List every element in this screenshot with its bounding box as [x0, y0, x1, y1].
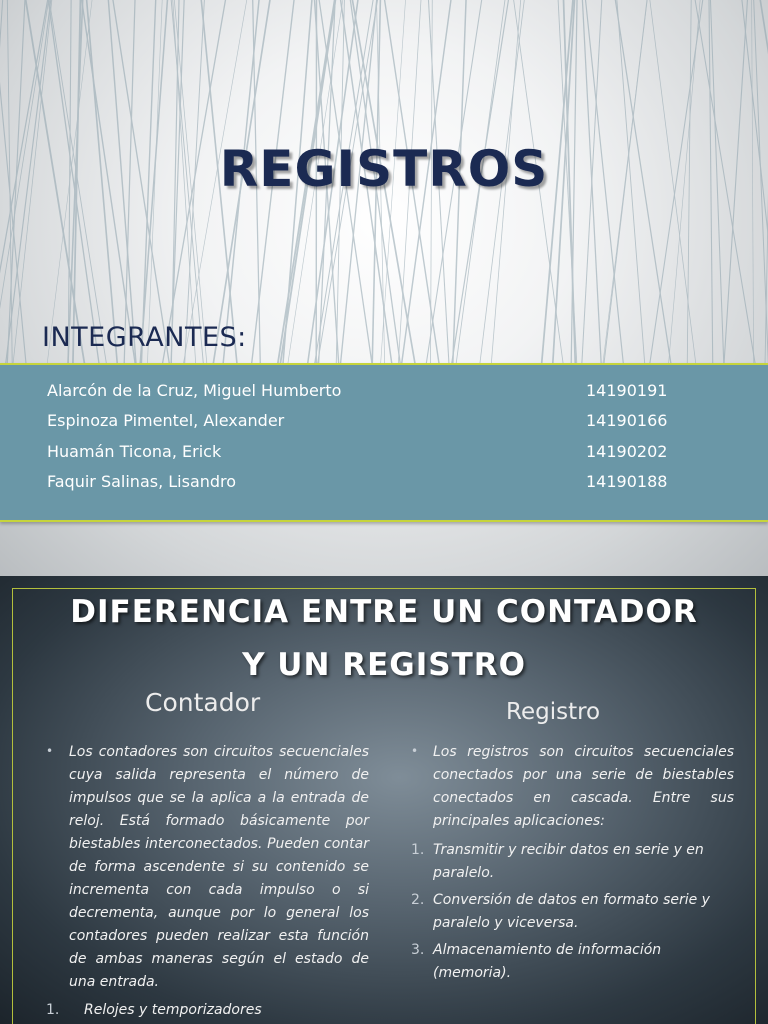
contador-list-item: Relojes y temporizadores — [84, 1002, 262, 1018]
member-name: Alarcón de la Cruz, Miguel Humberto — [47, 381, 342, 400]
member-row — [47, 381, 727, 407]
member-row — [47, 472, 727, 498]
presentation-title: REGISTROS — [219, 140, 549, 198]
registro-list-number: 2. — [411, 892, 425, 908]
registro-heading: Registro — [506, 699, 601, 725]
member-row — [47, 411, 727, 437]
member-code: 14190202 — [586, 442, 668, 461]
bullet-icon: • — [46, 744, 54, 758]
registro-list-item: Conversión de datos en formato serie y paralelo y viceversa. — [433, 892, 710, 931]
bullet-icon: • — [411, 744, 419, 758]
members-band — [0, 363, 768, 522]
contador-heading: Contador — [145, 688, 261, 717]
member-name: Huamán Ticona, Erick — [47, 442, 222, 461]
slide-title-line1: DIFERENCIA ENTRE UN CONTADOR — [70, 594, 698, 630]
contador-description: Los contadores son circuitos secuenciales cuya salida representa el número de impulsos que se la aplica a la entrada de reloj. Está formado básicamente por biestables interconectados. Pueden contar de forma ascendente si su contenido se incrementa con cada impulso o si decrementa, aunque por lo general los contadores pueden realizar esta función de ambas maneras según el estado de una entrada. — [69, 744, 369, 990]
registro-description: Los registros son circuitos secuenciales conectados por una serie de biestables conectados en cascada. Entre sus principales aplicaciones: — [433, 744, 734, 829]
slide-diferencia — [0, 576, 768, 1024]
member-code: 14190191 — [586, 381, 668, 400]
member-name: Espinoza Pimentel, Alexander — [47, 411, 285, 430]
integrantes-heading: INTEGRANTES: — [42, 322, 247, 353]
member-code: 14190166 — [586, 411, 668, 430]
member-name: Faquir Salinas, Lisandro — [47, 472, 237, 491]
slide-title-line2: Y UN REGISTRO — [242, 647, 526, 683]
registro-list-item: Transmitir y recibir datos en serie y en paralelo. — [433, 842, 704, 881]
registro-list-number: 3. — [411, 942, 425, 958]
registro-list-item: Almacenamiento de información (memoria). — [433, 942, 662, 981]
registro-list-number: 1. — [411, 842, 425, 858]
member-code: 14190188 — [586, 472, 668, 491]
contador-list-number: 1. — [46, 1002, 60, 1018]
slide-title — [0, 586, 768, 692]
member-row — [47, 442, 727, 468]
